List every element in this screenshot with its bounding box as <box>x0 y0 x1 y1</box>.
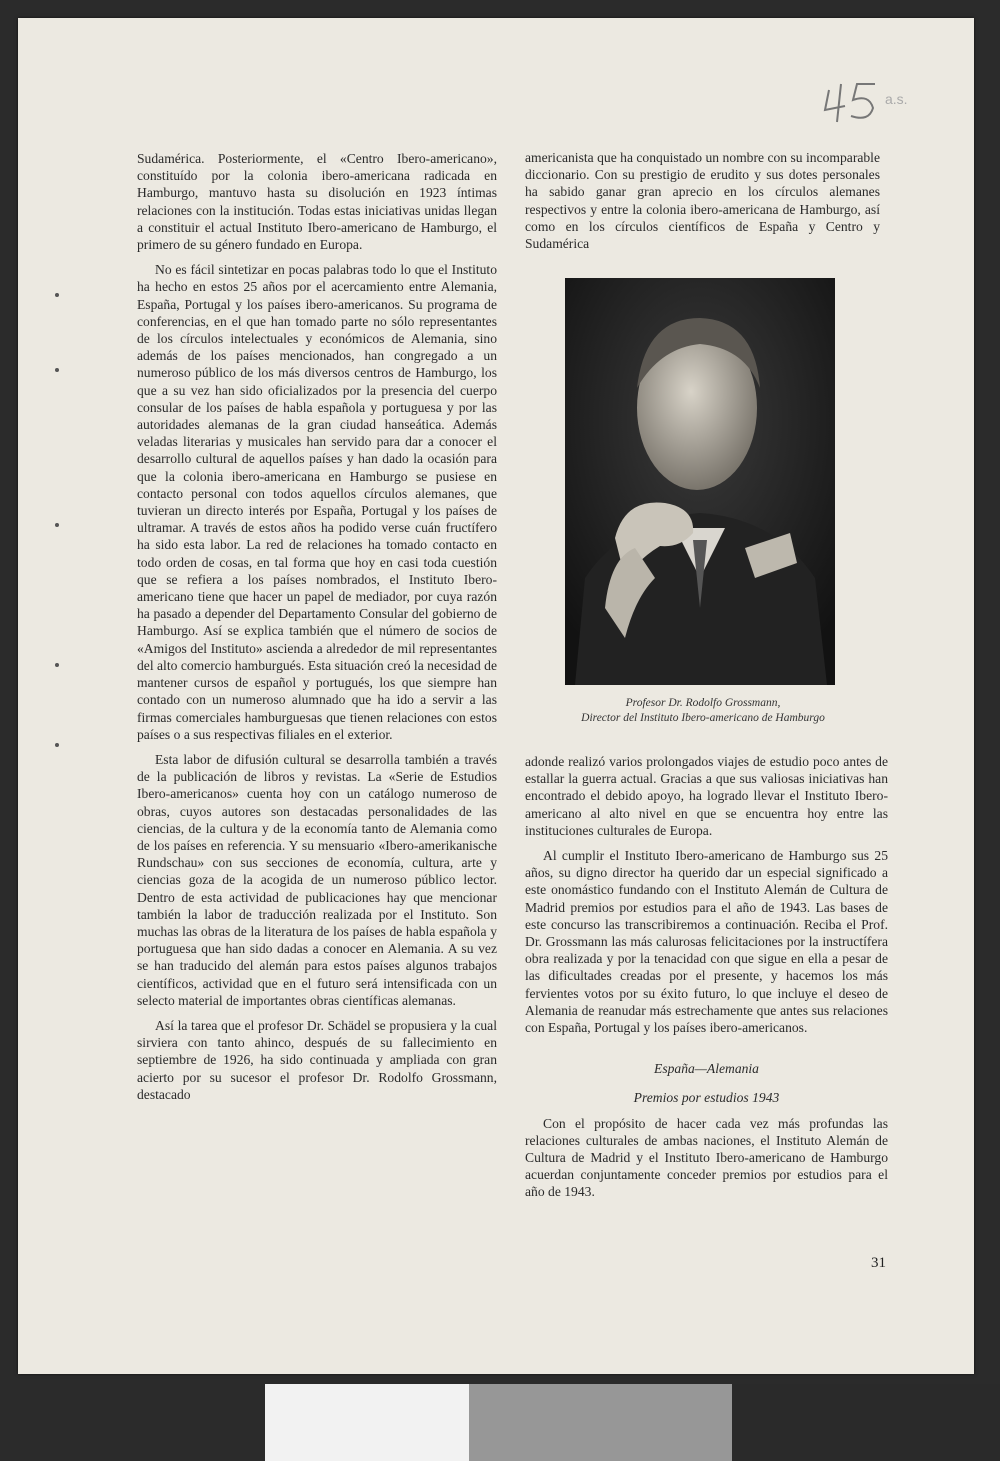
margin-dot <box>55 368 59 372</box>
right-column-top <box>525 149 880 260</box>
right-paragraph-top: americanista que ha conquistado un nombre con su incomparable diccionario. Con su prestigio de erudito y sus dotes personales ha sabido ganar gran aprecio en los círculos alemanes respectivos y entre la colonia ibero-americana de Hamburgo, así como en los círculos científicos de España y Centro y Sudamérica <box>525 150 880 252</box>
margin-dot <box>55 523 59 527</box>
left-paragraph-4: Así la tarea que el profesor Dr. Schädel se propusiera y la cual sirviera con tanto ahinco, después de su fallecimiento en septiembre de 1926, ha sido continuada y ampliada con gran acierto por su sucesor el profesor Dr. Rodolfo Grossmann, destacado <box>137 1017 497 1102</box>
prizes-paragraph: Con el propósito de hacer cada vez más profundas las relaciones culturales de ambas naciones, el Instituto Alemán de Cultura de Madrid y el Instituto Ibero-americano de Hamburgo acuerdan conjuntamente conceder premios por estudios para el año de 1943. <box>525 1115 888 1200</box>
margin-dot <box>55 293 59 297</box>
calibration-strip-gray <box>469 1384 732 1461</box>
caption-line-2: Director del Instituto Ibero-americano de Hamburgo <box>581 712 825 724</box>
document-page <box>18 18 974 1374</box>
portrait-photo <box>565 278 835 685</box>
section-heading-prizes: Premios por estudios 1943 <box>633 1090 780 1106</box>
handwritten-page-mark <box>823 76 963 126</box>
section-heading-country: España—Alemania <box>654 1061 759 1077</box>
right-paragraph-1: adonde realizó varios prolongados viajes de estudio poco antes de estallar la guerra actual. Gracias a que sus valiosas iniciativas han encontrado el debido apoyo, ha logrado llevar el Instituto Ibero-americano al alto nivel en que se encuentra hoy entre las instituciones culturales de Europa. <box>525 754 888 838</box>
calibration-strip-dark <box>732 1384 1000 1461</box>
left-paragraph-2: No es fácil sintetizar en pocas palabras todo lo que el Instituto ha hecho en estos 25 años por el acercamiento entre Alemania, España, Portugal y los países ibero-americanos. Su programa de conferencias, en el que han tomado parte no sólo representantes de los círculos intelectuales y económicos de Alemania, sino además de los países mencionados, han congregado a un numeroso público de los más diversos centros de Hamburgo, los que a su vez han sido oficializados por la presencia del cuerpo consular de los países de habla española y portuguesa y por las autoridades alemanas de la gran ciudad hanseática. Además veladas literarias y musicales han servido para dar a conocer el desarrollo cultural de aquellos países y han dado la ocasión para que la colonia ibero-americana en Hamburgo se pusiese en contacto personal con todos aquellos círculos alemanes, que tuvieran un directo interés por España, Portugal y los países de ultramar. A través de estos años ha podido verse cuán fructífero ha sido esta labor. La red de relaciones ha tomado contacto en todo orden de cosas, en tal forma que hoy en casi toda cuestión que se refiera a los países nombrados, el Instituto Ibero-americano tiene que hacer un papel de mediador, por cuya razón ha pasado a depender del Departamento Consular del gobierno de Hamburgo. Así se explica también que el número de socios de «Amigos del Instituto» ascienda a alrededor de mil representantes del alto comercio hamburgués. Esta situación creó la necesidad de mantener cursos de español y portugués, los que siempre han contado con un numeroso alumnado que ha ido a servir a las firmas comerciales hamburguesas que tienen relaciones con estos países o a sus respectivas filiales en el exterior. <box>137 262 497 742</box>
left-paragraph-3: Esta labor de difusión cultural se desarrolla también a través de la publicación de libros y revistas. La «Serie de Estudios Ibero-americanos» cuenta hoy con un catálogo numeroso de obras, cuyos autores son destacadas personalidades de las ciencias, de la cultura y de la economía tanto de Alemania como de los países en referencia. Y su mensuario «Ibero-amerikanische Rundschau» con sus secciones de economía, cultura, arte y ciencias goza de la acogida de un numeroso público lector. Dentro de esta actividad de publicaciones hay que mencionar también la labor de traducción realizada por el Instituto. Son muchas las obras de la literatura de los países de habla española y portuguesa que han sido dadas a conocer en Alemania. A su vez se han traducido del alemán para estos países algunos trabajos científicos, actividad que en el futuro será intensificada con un selecto material de importantes obras científicas alemanas. <box>137 751 497 1008</box>
margin-dot <box>55 663 59 667</box>
page-number: 31 <box>871 1255 886 1271</box>
right-column-bottom <box>525 753 888 1209</box>
photo-caption <box>518 696 888 726</box>
left-paragraph-1: Sudamérica. Posteriormente, el «Centro Ibero-americano», constituído por la colonia ibero-americana radicada en Hamburgo, mantuvo hasta su disolución en 1923 íntimas relaciones con la institución. Todas estas iniciativas unidas llegan a constituir el actual Instituto Ibero-americano de Hamburgo, el primero de su género fundado en Europa. <box>137 151 497 253</box>
caption-line-1: Profesor Dr. Rodolfo Grossmann, <box>625 697 781 709</box>
left-column <box>137 150 497 1111</box>
svg-text:a.s.: a.s. <box>885 91 908 107</box>
right-paragraph-2: Al cumplir el Instituto Ibero-americano de Hamburgo sus 25 años, su digno director ha querido dar un especial significado a este onomástico fundando con el Instituto Alemán de Cultura de Madrid premios por estudios para el año de 1943. Las bases de este concurso las transcribiremos a continuación. Reciba el Prof. Dr. Grossmann las más calurosas felicitaciones por la instructífera obra realizada y por la tenacidad con que sigue en ella a pesar de las dificultades creadas por el presente, y hacemos los más fervientes votos por su éxito futuro, lo que incluye el deseo de Alemania de reanudar más estrechamente que antes sus relaciones con España, Portugal y los países ibero-americanos. <box>525 848 888 1036</box>
margin-dot <box>55 743 59 747</box>
calibration-strip-white <box>265 1384 469 1461</box>
